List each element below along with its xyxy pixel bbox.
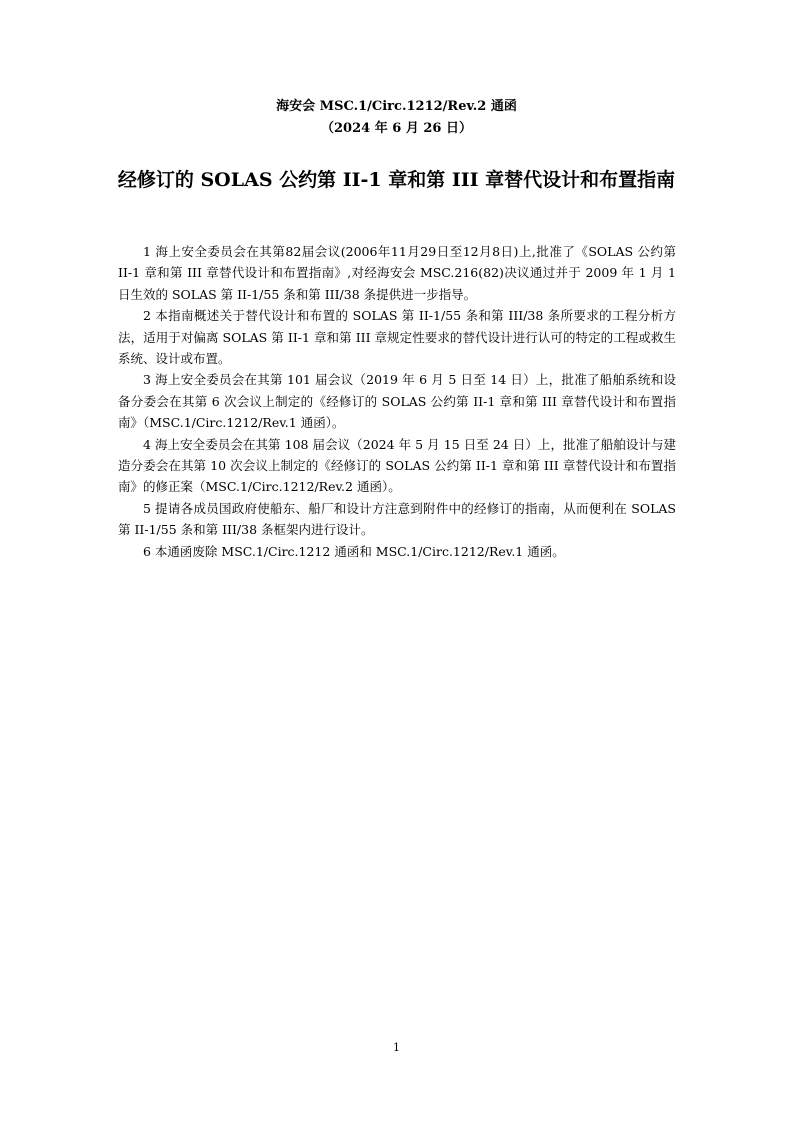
paragraph-6: 6 本通函废除 MSC.1/Circ.1212 通函和 MSC.1/Circ.1212/Rev.1 通函。 [143,543,565,559]
paragraph-3: 3 海上安全委员会在其第 101 届会议（2019 年 6 月 5 日至 14 日）上，批准了船舶系统和设备分委会在其第 6 次会议上制定的《经修订的 SOLAS 公约第 II-1 章和第 III 章替代设计和布置指南》（MSC.1/Circ.1212/Rev.1 通函）。 [118,372,676,431]
document-title: 经修订的 SOLAS 公约第 II-1 章和第 III 章替代设计和布置指南 [117,169,676,191]
paragraph-1: 1 海上安全委员会在其第82届会议(2006年11月29日至12月8日)上,批准了《SOLAS 公约第 II-1 章和第 III 章替代设计和布置指南》,对经海安会 MSC.216(82)决议通过并于 2009 年 1 月 1 日生效的 SOLAS 第 II-1/55 条和第 III/38 条提供进一步指导。 [118,244,676,302]
paragraph-2: 2 本指南概述关于替代设计和布置的 SOLAS 第 II-1/55 条和第 III/38 条所要求的工程分析方法，适用于对偏离 SOLAS 第 II-1 章和第 III 章规定性要求的替代设计进行认可的特定的工程或救生系统、设计或布置。 [118,308,676,367]
document-body [118,241,676,562]
circular-reference: 海安会 MSC.1/Circ.1212/Rev.2 通函 [276,99,517,114]
page-number: 1 [393,1041,400,1054]
paragraph-4: 4 海上安全委员会在其第 108 届会议（2024 年 5 月 15 日至 24 日）上，批准了船舶设计与建造分委会在其第 10 次会议上制定的《经修订的 SOLAS 公约第 II-1 章和第 III 章替代设计和布置指南》的修正案（MSC.1/Circ.1212/Rev.2 通函）。 [118,436,676,495]
paragraph-5: 5 提请各成员国政府使船东、船厂和设计方注意到附件中的经修订的指南，从而便利在 SOLAS 第 II-1/55 条和第 III/38 条框架内进行设计。 [118,500,676,538]
circular-date: （2024 年 6 月 26 日） [321,121,472,136]
